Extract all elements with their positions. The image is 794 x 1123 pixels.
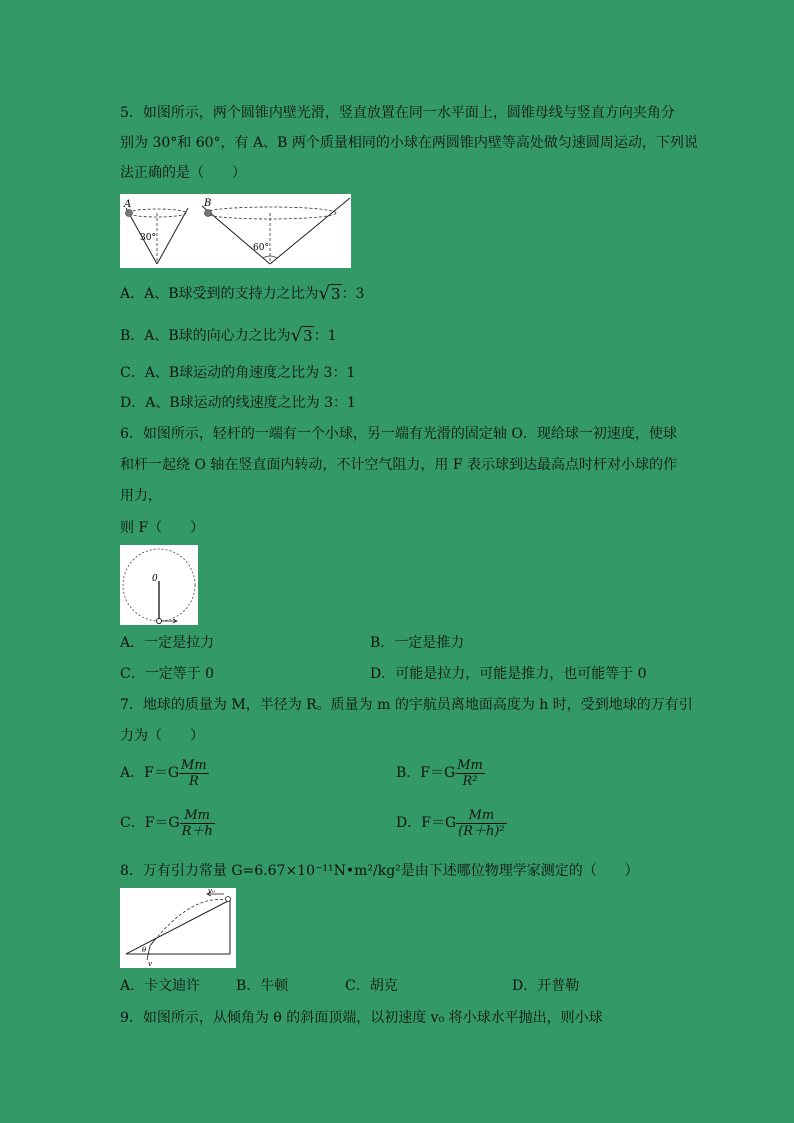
q7-option-d-fraction	[456, 808, 507, 839]
q7-option-c-fraction	[180, 808, 215, 839]
label-v0: v₀	[208, 888, 215, 895]
denominator: R＋h	[181, 823, 213, 839]
cone-diagram	[120, 194, 351, 268]
q8-line-1: 8．万有引力常量 G=6.67×10⁻¹¹N•m²/kg²是由下述哪位物理学家测定的（ ）	[120, 863, 639, 879]
ball-b	[205, 210, 212, 217]
numerator: Mm	[181, 757, 207, 773]
q5-option-b-radicand: 3	[303, 327, 313, 345]
q5-cone-figure	[120, 194, 351, 268]
q8-option-c[interactable]: C．胡克	[345, 978, 398, 994]
q5-option-a-prefix: A．A、B球受到的支持力之比为	[120, 286, 319, 302]
q5-option-b-suffix: ：1	[313, 328, 337, 344]
q7-option-a-fraction	[179, 758, 209, 789]
q5-option-a[interactable]	[120, 285, 364, 303]
ball-a	[126, 210, 133, 217]
q8-option-a[interactable]: A．卡文迪许	[120, 978, 201, 994]
q8-option-b[interactable]: B．牛顿	[236, 978, 289, 994]
q7-line-1: 7．地球的质量为 M，半径为 R。质量为 m 的宇航员离地面高度为 h 时，受到地球的万有引	[120, 697, 693, 713]
q6-line-4: 则 F（ ）	[120, 520, 205, 536]
denominator: (R＋h)²	[458, 823, 505, 839]
numerator: Mm	[456, 808, 507, 824]
label-theta: θ	[142, 946, 147, 954]
angle-60: 60°	[253, 243, 269, 253]
denominator: R²	[462, 773, 478, 789]
q6-option-c[interactable]: C．一定等于 0	[120, 666, 215, 682]
label-b: B	[204, 198, 212, 209]
q7-option-a[interactable]	[120, 755, 209, 791]
numerator: Mm	[180, 808, 215, 824]
q7-option-c[interactable]	[120, 805, 215, 841]
q7-option-d-prefix: D．F＝G	[396, 815, 457, 831]
q7-option-a-prefix: A．F＝G	[120, 765, 180, 781]
sqrt-symbol: √3	[318, 283, 341, 304]
angle-30: 30°	[140, 233, 156, 243]
q8-option-d[interactable]: D．开普勒	[512, 978, 580, 994]
q6-option-a[interactable]: A．一定是拉力	[120, 635, 215, 651]
q9-line-1: 9．如图所示，从倾角为 θ 的斜面顶端，以初速度 v₀ 将小球水平抛出，则小球	[120, 1010, 603, 1026]
q7-option-d[interactable]	[396, 805, 507, 841]
label-a: A	[124, 199, 132, 210]
q5-option-b[interactable]	[120, 327, 337, 345]
denominator: R	[188, 773, 199, 789]
q6-line-3: 用力，	[120, 488, 162, 504]
q5-line-1: 5．如图所示，两个圆锥内壁光滑，竖直放置在同一水平面上，圆锥母线与竖直方向夹角分	[120, 105, 675, 121]
numerator: Mm	[457, 757, 483, 773]
q5-option-a-suffix: ：3	[341, 286, 365, 302]
q5-line-3: 法正确的是（ ）	[120, 165, 246, 181]
q5-option-a-radicand: 3	[331, 285, 341, 303]
q6-line-1: 6．如图所示，轻杆的一端有一个小球，另一端有光滑的固定轴 O．现给球一初速度，使球	[120, 426, 677, 442]
label-o: 0	[152, 574, 158, 584]
q5-option-b-prefix: B．A、B球的向心力之比为	[120, 328, 291, 344]
incline-diagram	[120, 888, 236, 968]
q6-line-2: 和杆一起绕 O 轴在竖直面内转动，不计空气阻力，用 F 表示球到达最高点时杆对小球的作	[120, 457, 677, 473]
q7-option-b[interactable]	[396, 755, 485, 791]
q5-option-c[interactable]: C．A、B球运动的角速度之比为 3：1	[120, 365, 356, 381]
q5-option-d[interactable]: D．A、B球运动的线速度之比为 3：1	[120, 395, 356, 411]
q5-line-2: 别为 30°和 60°，有 A、B 两个质量相同的小球在两圆锥内壁等高处做匀速圆周运动，下列说	[120, 135, 698, 151]
sqrt-symbol: √3	[290, 325, 313, 346]
q7-option-b-fraction	[455, 758, 485, 789]
q7-option-c-prefix: C．F＝G	[120, 815, 180, 831]
q6-circle-figure	[120, 545, 198, 625]
q8-incline-figure	[120, 888, 236, 968]
q6-option-b[interactable]: B．一定是推力	[370, 635, 465, 651]
q7-line-2: 力为（ ）	[120, 728, 204, 744]
q6-option-d[interactable]: D．可能是拉力，可能是推力，也可能等于 0	[370, 666, 647, 682]
rod-circle-diagram	[120, 545, 198, 625]
q7-option-b-prefix: B．F＝G	[396, 765, 456, 781]
label-v: v	[148, 960, 152, 968]
